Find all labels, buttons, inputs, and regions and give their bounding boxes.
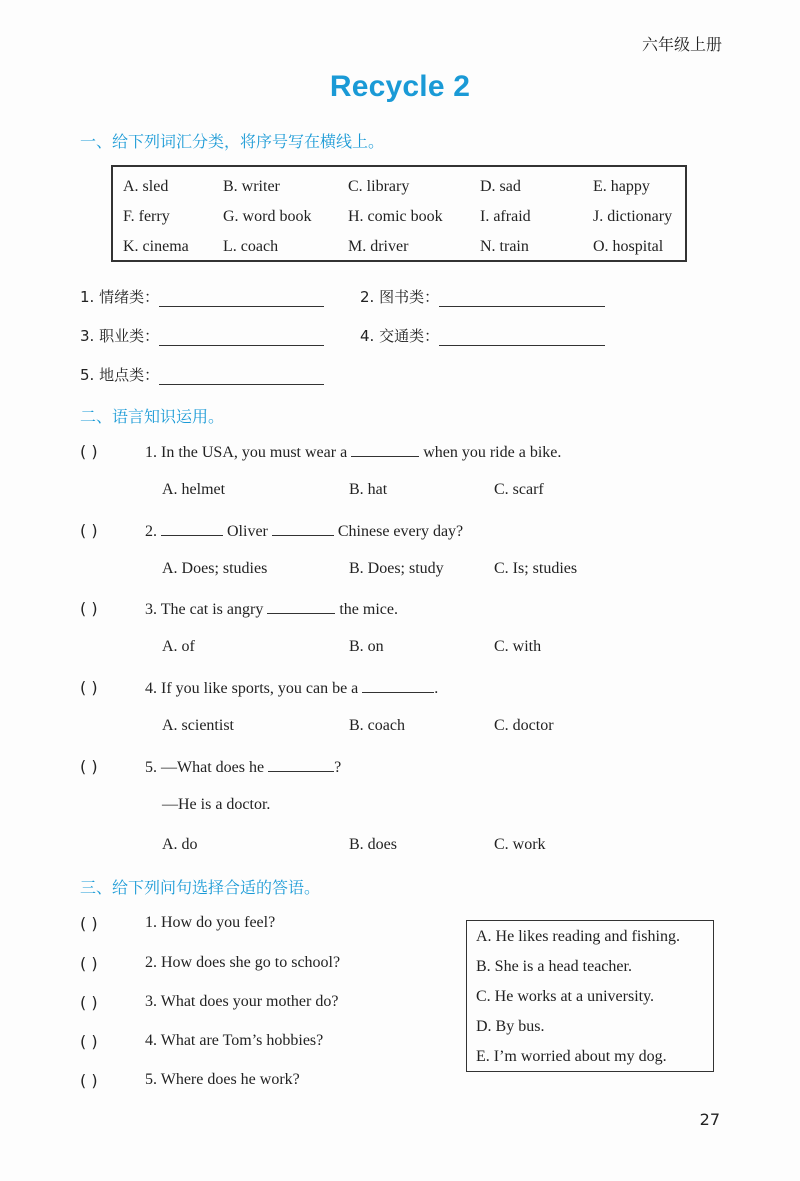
question-text: 1. In the USA, you must wear a (145, 444, 348, 461)
option-c[interactable]: C. with (494, 638, 542, 655)
word-c: C. library (348, 178, 410, 195)
option-b[interactable]: B. hat (349, 481, 388, 498)
answer-paren[interactable]: ( ) (80, 599, 98, 618)
word-l: L. coach (223, 238, 279, 255)
option-b[interactable]: B. coach (349, 717, 405, 734)
word-m: M. driver (348, 238, 409, 255)
word-o: O. hospital (593, 238, 664, 255)
option-a[interactable]: A. helmet (162, 481, 226, 498)
answer-line[interactable] (159, 288, 324, 307)
word-k: K. cinema (123, 238, 189, 255)
question-text: Oliver (227, 523, 268, 540)
category-label: 3. 职业类： (80, 327, 160, 345)
fill-blank[interactable] (351, 442, 419, 457)
match-question-3: 3. What does your mother do? (145, 993, 339, 1010)
grade-label: 六年级上册 (641, 35, 722, 54)
answer-box (466, 920, 714, 1072)
answer-paren[interactable]: ( ) (80, 993, 98, 1012)
option-b[interactable]: B. Does; study (349, 560, 444, 577)
fill-blank[interactable] (161, 521, 223, 536)
word-b: B. writer (223, 178, 280, 195)
question-5 (145, 757, 341, 777)
fill-blank[interactable] (267, 599, 335, 614)
category-jobs (80, 325, 324, 346)
word-a: A. sled (123, 178, 169, 195)
question-text: when you ride a bike. (423, 444, 562, 461)
answer-paren[interactable]: ( ) (80, 521, 98, 540)
question-text: 5. —What does he (145, 759, 265, 776)
word-f: F. ferry (123, 208, 170, 225)
question-4 (145, 678, 438, 698)
fill-blank[interactable] (362, 678, 434, 693)
answer-paren[interactable]: ( ) (80, 914, 98, 933)
question-text: the mice. (339, 601, 398, 618)
category-transport (360, 325, 605, 346)
word-i: I. afraid (480, 208, 531, 225)
option-c[interactable]: C. Is; studies (494, 560, 578, 577)
match-question-4: 4. What are Tom’s hobbies? (145, 1032, 324, 1049)
section3-heading: 三、给下列问句选择合适的答语。 (80, 878, 321, 897)
question-3 (145, 599, 398, 619)
answer-paren[interactable]: ( ) (80, 442, 98, 461)
option-b[interactable]: B. on (349, 638, 384, 655)
answer-paren[interactable]: ( ) (80, 954, 98, 973)
section1-heading: 一、给下列词汇分类，将序号写在横线上。 (80, 132, 385, 151)
question-2 (145, 521, 463, 541)
category-label: 5. 地点类： (80, 366, 160, 384)
answer-e: E. I’m worried about my dog. (476, 1048, 667, 1065)
fill-blank[interactable] (268, 757, 334, 772)
word-box (111, 165, 687, 262)
fill-blank[interactable] (272, 521, 334, 536)
option-a[interactable]: A. scientist (162, 717, 234, 734)
word-d: D. sad (480, 178, 521, 195)
option-b[interactable]: B. does (349, 836, 397, 853)
category-label: 4. 交通类： (360, 327, 440, 345)
question-text: 3. The cat is angry (145, 601, 264, 618)
option-c[interactable]: C. doctor (494, 717, 554, 734)
answer-paren[interactable]: ( ) (80, 757, 98, 776)
answer-paren[interactable]: ( ) (80, 678, 98, 697)
answer-a: A. He likes reading and fishing. (476, 928, 680, 945)
category-label: 1. 情绪类： (80, 288, 160, 306)
question-text: 2. (145, 523, 157, 540)
answer-line[interactable] (159, 366, 324, 385)
answer-c: C. He works at a university. (476, 988, 655, 1005)
word-g: G. word book (223, 208, 312, 225)
match-question-1: 1. How do you feel? (145, 914, 276, 931)
page-number: 27 (699, 1110, 720, 1129)
word-j: J. dictionary (593, 208, 673, 225)
match-question-2: 2. How does she go to school? (145, 954, 341, 971)
answer-line[interactable] (439, 288, 605, 307)
question-text: ? (334, 759, 342, 776)
question-text: . (434, 680, 439, 697)
answer-d: D. By bus. (476, 1018, 545, 1035)
question-5-reply: —He is a doctor. (162, 796, 271, 813)
answer-line[interactable] (439, 327, 605, 346)
answer-line[interactable] (159, 327, 324, 346)
category-emotion (80, 286, 324, 307)
option-a[interactable]: A. do (162, 836, 198, 853)
category-label: 2. 图书类： (360, 288, 440, 306)
answer-paren[interactable]: ( ) (80, 1071, 98, 1090)
question-1 (145, 442, 561, 462)
option-c[interactable]: C. scarf (494, 481, 544, 498)
option-a[interactable]: A. Does; studies (162, 560, 268, 577)
answer-b: B. She is a head teacher. (476, 958, 632, 975)
section2-heading: 二、语言知识运用。 (80, 407, 225, 426)
category-books (360, 286, 605, 307)
question-text: 4. If you like sports, you can be a (145, 680, 359, 697)
option-c[interactable]: C. work (494, 836, 546, 853)
word-e: E. happy (593, 178, 650, 195)
answer-paren[interactable]: ( ) (80, 1032, 98, 1051)
match-question-5: 5. Where does he work? (145, 1071, 300, 1088)
word-h: H. comic book (348, 208, 443, 225)
page-title: Recycle 2 (329, 70, 471, 103)
word-n: N. train (480, 238, 529, 255)
option-a[interactable]: A. of (162, 638, 195, 655)
category-places (80, 364, 324, 385)
question-text: Chinese every day? (337, 523, 464, 540)
